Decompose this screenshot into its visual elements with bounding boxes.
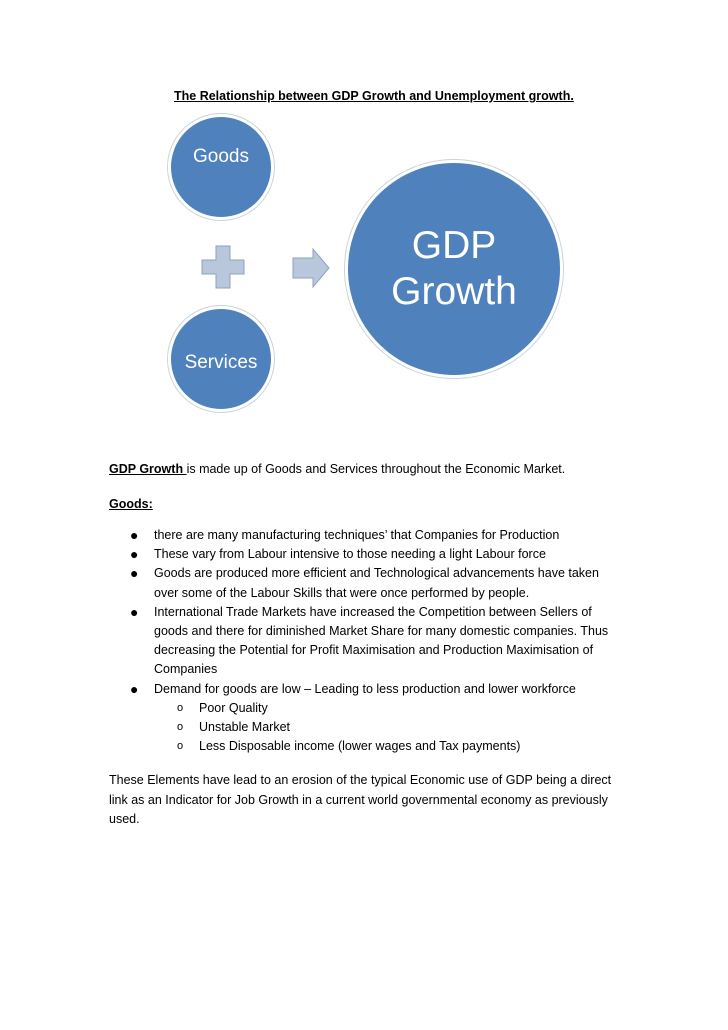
bullet-icon: ● xyxy=(130,565,139,582)
gdp-label-line2: Growth xyxy=(391,270,517,313)
bullet-line: Companies xyxy=(154,662,218,677)
closing-paragraph xyxy=(109,771,614,830)
bullet-icon: ● xyxy=(130,546,139,563)
sub-item-text: Poor Quality xyxy=(199,700,268,715)
goods-label: Goods xyxy=(193,146,249,167)
goods-heading: Goods: xyxy=(109,497,153,511)
hollow-bullet-icon: o xyxy=(177,721,184,734)
bullet-line: International Trade Markets have increased the Competition between Sellers of xyxy=(154,604,592,619)
hollow-bullet-icon: o xyxy=(177,701,184,714)
closing-line: These Elements have lead to an erosion of the typical Economic use of GDP being a direct xyxy=(109,773,612,787)
list-item xyxy=(109,526,629,545)
list-item xyxy=(109,564,629,602)
closing-line: used. xyxy=(109,812,140,826)
intro-text: is made up of Goods and Services throughout the Economic Market. xyxy=(186,462,566,476)
sub-list-item xyxy=(154,737,629,756)
arrow-right-icon xyxy=(292,248,330,288)
bullet-icon: ● xyxy=(130,680,139,697)
bullet-line: Demand for goods are low – Leading to less production and lower workforce xyxy=(154,681,576,696)
intro-term: GDP Growth xyxy=(109,462,187,476)
sub-item-text: Unstable Market xyxy=(199,720,291,735)
page-title: The Relationship between GDP Growth and Unemployment growth. xyxy=(174,89,574,103)
sub-list-item xyxy=(154,718,629,737)
bullet-line: These vary from Labour intensive to those needing a light Labour force xyxy=(154,547,546,562)
bullet-line: over some of the Labour Skills that were once performed by people. xyxy=(154,585,530,600)
sub-list xyxy=(154,699,629,757)
gdp-growth-circle xyxy=(345,160,563,378)
services-label: Services xyxy=(184,352,258,373)
goods-circle xyxy=(168,114,274,220)
bullet-line: goods and there for diminished Market Share for many domestic companies. Thus xyxy=(154,624,609,639)
list-item xyxy=(109,545,629,564)
plus-icon xyxy=(201,245,245,289)
list-item xyxy=(109,680,629,757)
closing-line: link as an Indicator for Job Growth in a current world governmental economy as previously xyxy=(109,792,608,807)
bullet-line: decreasing the Potential for Profit Maximisation and Production Maximisation of xyxy=(154,643,594,658)
sub-list-item xyxy=(154,699,629,718)
intro-paragraph xyxy=(109,462,565,476)
bullet-line: there are many manufacturing techniques’ that Companies for Production xyxy=(154,528,560,542)
bullet-line: Goods are produced more efficient and Technological advancements have taken xyxy=(154,566,599,581)
hollow-bullet-icon: o xyxy=(177,740,184,753)
goods-bullet-list xyxy=(109,526,629,756)
gdp-label-line1: GDP xyxy=(411,224,497,267)
list-item xyxy=(109,603,629,680)
sub-item-text: Less Disposable income (lower wages and Tax payments) xyxy=(199,739,521,754)
bullet-icon: ● xyxy=(130,603,139,620)
services-circle xyxy=(168,306,274,412)
bullet-icon: ● xyxy=(130,527,139,543)
